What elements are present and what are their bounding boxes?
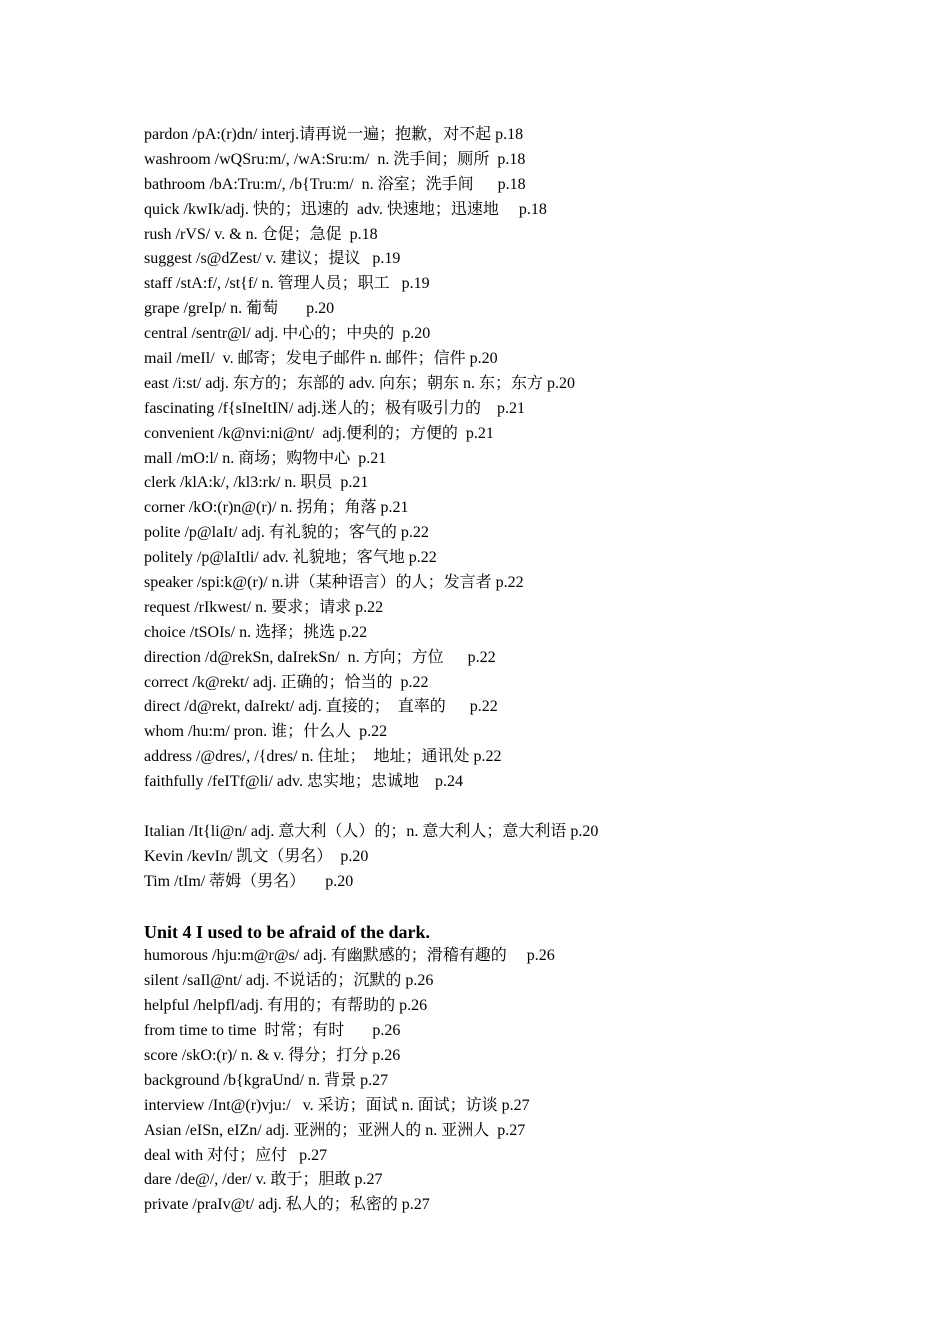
vocab-entry: rush /rVS/ v. & n. 仓促；急促 p.18 xyxy=(144,225,378,243)
vocab-entry: clerk /klA:k/, /kl3:rk/ n. 职员 p.21 xyxy=(144,474,369,492)
vocab-entry: from time to time 时常；有时 p.26 xyxy=(144,1022,401,1040)
vocab-entry: direct /d@rekt, daIrekt/ adj. 直接的； 直率的 p.22 xyxy=(144,698,498,716)
vocab-entry: interview /Int@(r)vju:/ v. 采访；面试 n. 面试；访谈 p.27 xyxy=(144,1096,530,1114)
vocab-entry: Italian /It{li@n/ adj. 意大利（人）的；n. 意大利人；意大利语 p.20 xyxy=(144,822,599,840)
unit-4-section xyxy=(144,920,904,1219)
vocab-entry: deal with 对付；应付 p.27 xyxy=(144,1146,328,1164)
vocab-entry: background /b{kgraUnd/ n. 背景 p.27 xyxy=(144,1071,389,1089)
vocab-entry: bathroom /bA:Tru:m/, /b{Tru:m/ n. 浴室；洗手间 p.18 xyxy=(144,175,526,193)
vocab-entry: politely /p@laItli/ adv. 礼貌地；客气地 p.22 xyxy=(144,549,437,567)
vocab-entry: whom /hu:m/ pron. 谁；什么人 p.22 xyxy=(144,723,388,741)
vocab-entry: score /skO:(r)/ n. & v. 得分；打分 p.26 xyxy=(144,1046,401,1064)
vocab-entry: request /rIkwest/ n. 要求；请求 p.22 xyxy=(144,598,384,616)
vocab-entry: speaker /spi:k@(r)/ n.讲（某种语言）的人；发言者 p.22 xyxy=(144,574,524,592)
vocab-entry: helpful /helpfl/adj. 有用的；有帮助的 p.26 xyxy=(144,997,428,1015)
proper-names-section xyxy=(144,820,904,895)
vocab-entry: central /sentr@l/ adj. 中心的；中央的 p.20 xyxy=(144,325,431,343)
vocab-entry: dare /de@/, /der/ v. 敢于；胆敢 p.27 xyxy=(144,1171,383,1189)
vocab-entry: fascinating /f{sIneItIN/ adj.迷人的；极有吸引力的 p.21 xyxy=(144,399,525,417)
vocab-entry: Kevin /kevIn/ 凯文（男名） p.20 xyxy=(144,847,369,865)
vocab-entry: convenient /k@nvi:ni@nt/ adj.便利的；方便的 p.21 xyxy=(144,424,494,442)
blank-line xyxy=(144,795,904,820)
unit-heading: Unit 4 I used to be afraid of the dark. xyxy=(144,921,431,942)
vocab-entry: quick /kwIk/adj. 快的；迅速的 adv. 快速地；迅速地 p.18 xyxy=(144,200,547,218)
vocab-entry: grape /greIp/ n. 葡萄 p.20 xyxy=(144,300,335,318)
vocab-entry: humorous /hju:m@r@s/ adj. 有幽默感的；滑稽有趣的 p.26 xyxy=(144,947,555,965)
vocab-entry: choice /tSOIs/ n. 选择；挑选 p.22 xyxy=(144,623,368,641)
vocab-entry: Tim /tIm/ 蒂姆（男名） p.20 xyxy=(144,872,354,890)
vocab-entry: address /@dres/, /{dres/ n. 住址； 地址；通讯处 p.22 xyxy=(144,748,502,766)
vocab-entry: mail /meIl/ v. 邮寄；发电子邮件 n. 邮件；信件 p.20 xyxy=(144,350,498,368)
vocab-entry: pardon /pA:(r)dn/ interj.请再说一遍；抱歉，对不起 p.18 xyxy=(144,126,524,143)
vocab-entry: correct /k@rekt/ adj. 正确的；恰当的 p.22 xyxy=(144,673,429,691)
blank-line xyxy=(144,895,904,920)
vocab-entry: mall /mO:l/ n. 商场；购物中心 p.21 xyxy=(144,449,387,467)
vocab-entry: Asian /eISn, eIZn/ adj. 亚洲的；亚洲人的 n. 亚洲人 p.27 xyxy=(144,1121,526,1139)
vocab-entry: polite /p@laIt/ adj. 有礼貌的；客气的 p.22 xyxy=(144,524,429,542)
vocab-entry: direction /d@rekSn, daIrekSn/ n. 方向；方位 p.22 xyxy=(144,648,496,666)
vocab-list-section-1 xyxy=(144,123,904,795)
vocab-entry: east /i:st/ adj. 东方的；东部的 adv. 向东；朝东 n. 东；东方 p.20 xyxy=(144,374,575,392)
vocabulary-page xyxy=(144,123,904,1218)
vocab-entry: staff /stA:f/, /st{f/ n. 管理人员；职工 p.19 xyxy=(144,275,430,293)
vocab-entry: silent /saIl@nt/ adj. 不说话的；沉默的 p.26 xyxy=(144,972,434,990)
vocab-entry: private /praIv@t/ adj. 私人的；私密的 p.27 xyxy=(144,1196,430,1214)
vocab-entry: faithfully /feITf@li/ adv. 忠实地；忠诚地 p.24 xyxy=(144,773,463,791)
vocab-entry: corner /kO:(r)n@(r)/ n. 拐角；角落 p.21 xyxy=(144,499,409,517)
vocab-entry: washroom /wQSru:m/, /wA:Sru:m/ n. 洗手间；厕所 p.18 xyxy=(144,150,526,168)
vocab-entry: suggest /s@dZest/ v. 建议；提议 p.19 xyxy=(144,250,401,268)
